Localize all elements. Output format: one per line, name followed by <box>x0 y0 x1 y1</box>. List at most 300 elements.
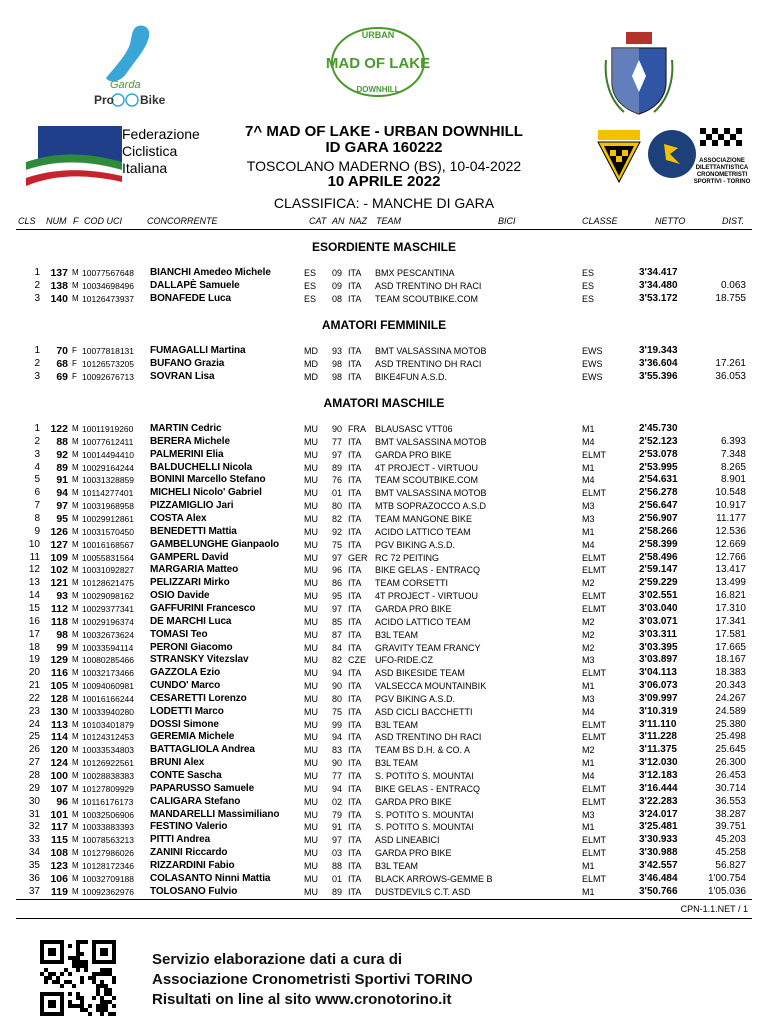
cell-age: 91 <box>332 822 343 833</box>
cell-age: 77 <box>332 436 343 447</box>
cell-team: BMT VALSASSINA MOTOB <box>375 488 487 499</box>
cell-naz: ITA <box>348 706 362 717</box>
cell-team: BMX PESCANTINA <box>375 268 455 278</box>
cell-team: B3L TEAM <box>375 860 419 871</box>
cell-cls: 24 <box>28 718 40 730</box>
qr-code-icon <box>40 940 116 1016</box>
cell-age: 75 <box>332 539 343 550</box>
cell-name: SOVRAN Lisa <box>150 371 215 383</box>
cell-num: 91 <box>56 474 68 487</box>
cell-num: 68 <box>56 358 68 371</box>
cell-netto: 2'56.647 <box>639 500 678 512</box>
cell-uci: 10033594114 <box>82 642 134 653</box>
cell-classe: M1 <box>582 526 595 537</box>
cell-netto: 3'11.375 <box>639 744 677 756</box>
table-row <box>0 860 768 872</box>
cell-cls: 5 <box>34 474 40 486</box>
cell-team: VALSECCA MOUNTAINBIK <box>375 681 487 691</box>
cell-sex: M <box>72 565 79 575</box>
cell-age: 09 <box>332 268 343 278</box>
cell-cls: 35 <box>28 859 40 871</box>
cell-age: 77 <box>332 771 343 781</box>
cell-cat: MU <box>304 655 318 666</box>
cell-netto: 3'36.604 <box>639 358 678 370</box>
cell-netto: 2'59.229 <box>639 577 678 589</box>
table-row <box>0 590 768 602</box>
cell-cls: 34 <box>28 847 40 858</box>
cell-classe: M4 <box>582 706 595 717</box>
cell-team: TEAM MANGONE BIKE <box>375 514 473 524</box>
col-cod-uci: COD UCI <box>84 216 122 226</box>
cell-netto: 2'54.631 <box>639 474 678 486</box>
cell-cls: 19 <box>28 654 40 666</box>
table-row <box>0 539 768 551</box>
cell-cat: MU <box>304 860 318 871</box>
cell-classe: M3 <box>582 693 595 704</box>
cell-classe: M3 <box>582 501 595 512</box>
acs-torino-logo <box>646 124 750 186</box>
cell-cls: 9 <box>34 525 40 537</box>
cell-sex: M <box>72 603 79 613</box>
cell-dist: 26.300 <box>715 757 746 769</box>
cell-naz: ITA <box>348 603 362 614</box>
cell-sex: M <box>72 488 79 498</box>
cell-classe: M3 <box>582 809 595 820</box>
cell-name: GAZZOLA Ezio <box>150 667 221 679</box>
col-classe: CLASSE <box>582 216 618 226</box>
cell-uci: 10092676713 <box>82 372 135 383</box>
cell-classe: M2 <box>582 642 595 653</box>
cell-classe: M1 <box>582 462 595 473</box>
cell-sex: M <box>72 578 79 588</box>
cell-netto: 2'45.730 <box>639 423 678 434</box>
cell-uci: 10029912861 <box>82 514 135 524</box>
cell-naz: ITA <box>348 294 362 305</box>
cell-team: TEAM SCOUTBIKE.COM <box>375 294 479 305</box>
cell-uci: 10128621475 <box>82 578 135 589</box>
cell-dist: 20.343 <box>715 680 746 691</box>
cell-classe: EWS <box>582 346 603 356</box>
cell-naz: ITA <box>348 873 362 884</box>
cell-netto: 3'11.228 <box>639 731 677 743</box>
cell-name: GAFFURINI Francesco <box>150 602 256 614</box>
cell-netto: 3'03.040 <box>639 602 678 614</box>
cell-cls: 30 <box>28 795 40 807</box>
svg-text:Bike: Bike <box>140 93 166 107</box>
cell-cat: MU <box>304 693 318 704</box>
cell-num: 120 <box>50 744 68 757</box>
cell-cls: 2 <box>34 358 40 370</box>
cell-cat: MU <box>304 809 318 820</box>
cell-cat: MU <box>304 565 318 576</box>
table-row <box>0 654 768 666</box>
cell-naz: ITA <box>348 539 362 550</box>
table-row <box>0 500 768 512</box>
cell-classe: M3 <box>582 514 595 524</box>
cell-cat: MD <box>304 346 318 356</box>
cell-age: 92 <box>332 526 343 537</box>
cell-classe: ES <box>582 268 595 278</box>
cell-sex: M <box>72 732 79 742</box>
cell-team: ACIDO LATTICO TEAM <box>375 526 471 537</box>
table-row <box>0 757 768 769</box>
cell-num: 119 <box>51 885 68 898</box>
cell-age: 99 <box>332 719 343 730</box>
cell-name: CUNDO' Marco <box>150 680 221 691</box>
cell-age: 94 <box>332 668 343 679</box>
cell-num: 112 <box>51 602 68 615</box>
cell-name: CESARETTI Lorenzo <box>150 692 247 704</box>
cell-naz: ITA <box>348 783 362 794</box>
cell-age: 97 <box>332 449 343 460</box>
cell-name: BATTAGLIOLA Andrea <box>150 744 255 756</box>
cell-dist: 11.177 <box>716 513 746 524</box>
cell-cat: MU <box>304 462 318 473</box>
cell-cat: MU <box>304 475 318 486</box>
cell-name: BRUNI Alex <box>150 757 205 769</box>
cell-netto: 3'12.183 <box>639 770 678 781</box>
cell-dist: 12.766 <box>715 551 746 563</box>
cell-cat: MU <box>304 758 318 769</box>
table-row <box>0 436 768 448</box>
cell-uci: 10078563213 <box>82 835 135 846</box>
category-title: AMATORI FEMMINILE <box>321 318 447 332</box>
cell-dist: 12.669 <box>715 538 746 550</box>
cell-dist: 24.267 <box>715 692 746 704</box>
cell-num: 130 <box>50 705 68 718</box>
cell-sex: M <box>72 719 79 729</box>
cell-uci: 10032173466 <box>82 668 135 679</box>
cell-team: MTB SOPRAZOCCO A.S.D <box>375 501 487 512</box>
cell-dist: 56.827 <box>715 859 746 871</box>
cell-uci: 10033883393 <box>82 822 135 833</box>
cell-cat: MU <box>304 835 318 846</box>
cell-team: PGV BIKING A.S.D. <box>375 539 456 550</box>
cell-age: 89 <box>332 886 343 897</box>
cell-uci: 10126922561 <box>82 758 135 769</box>
cell-sex: M <box>72 552 79 562</box>
cell-sex: M <box>72 745 79 755</box>
cell-cls: 8 <box>34 513 40 524</box>
cell-num: 100 <box>50 770 68 782</box>
cell-dist: 17.341 <box>715 615 746 627</box>
cell-cls: 36 <box>28 872 40 884</box>
cell-dist: 7.348 <box>720 448 746 460</box>
cell-classe: M1 <box>582 424 595 434</box>
cell-team: S. POTITO S. MOUNTAI <box>375 771 474 781</box>
cell-team: BIKE4FUN A.S.D. <box>375 372 448 383</box>
cell-uci: 10032709188 <box>82 873 135 884</box>
cell-cat: MU <box>304 501 318 512</box>
cell-netto: 2'53.995 <box>639 461 678 473</box>
fci-name: Federazione Ciclistica Italiana <box>122 126 200 176</box>
cell-age: 01 <box>332 488 343 499</box>
cell-name: GAMPERL David <box>150 551 229 563</box>
cell-naz: ITA <box>348 281 362 292</box>
table-row <box>0 783 768 795</box>
cell-num: 89 <box>56 461 68 474</box>
cell-age: 82 <box>332 514 343 524</box>
cell-naz: FRA <box>348 424 366 434</box>
cell-naz: ITA <box>348 822 362 833</box>
cell-uci: 10029377341 <box>82 603 135 614</box>
cell-uci: 10127986026 <box>82 848 135 858</box>
cell-cat: MU <box>304 873 318 884</box>
cell-sex: M <box>72 693 79 703</box>
cell-uci: 10016168567 <box>82 539 135 550</box>
cell-num: 138 <box>50 280 68 293</box>
cell-name: RIZZARDINI Fabio <box>150 859 235 871</box>
cell-dist: 6.393 <box>720 435 746 447</box>
table-row <box>0 821 768 833</box>
cell-sex: M <box>72 281 79 291</box>
header-divider <box>16 229 752 230</box>
cell-naz: ITA <box>348 449 362 460</box>
cell-age: 95 <box>332 591 343 601</box>
classifica-label: CLASSIFICA: - MANCHE DI GARA <box>273 195 495 211</box>
cell-cat: MU <box>304 681 318 691</box>
cell-name: CALIGARA Stefano <box>150 795 241 807</box>
cell-dist: 13.417 <box>715 564 746 576</box>
cell-sex: M <box>72 514 79 523</box>
cell-sex: M <box>72 706 79 716</box>
cell-naz: ITA <box>348 668 362 679</box>
cell-naz: ITA <box>348 268 362 278</box>
table-row <box>0 847 768 859</box>
cell-uci: 10031328859 <box>82 475 135 486</box>
cell-naz: ITA <box>348 835 362 846</box>
cell-num: 108 <box>50 847 68 859</box>
cell-dist: 30.714 <box>715 782 746 794</box>
race-place: TOSCOLANO MADERNO (BS), 10-04-2022 <box>246 158 522 174</box>
cell-naz: ITA <box>348 771 362 781</box>
cell-cat: MU <box>304 488 318 499</box>
cell-cls: 7 <box>34 500 40 512</box>
cell-sex: M <box>72 848 79 857</box>
cell-team: ASD CICLI BACCHETTI <box>375 706 473 717</box>
cell-netto: 3'46.484 <box>639 872 678 884</box>
cell-name: GAMBELUNGHE Gianpaolo <box>150 538 280 550</box>
cell-classe: ELMT <box>582 848 607 858</box>
cell-age: 98 <box>332 359 343 370</box>
svg-text:Pro: Pro <box>94 93 115 107</box>
cell-cat: MU <box>304 719 318 730</box>
table-row <box>0 577 768 589</box>
cell-dist: 36.553 <box>715 795 746 807</box>
cell-uci: 10031968958 <box>82 501 135 512</box>
cell-age: 84 <box>332 642 343 653</box>
table-row <box>0 680 768 692</box>
cell-age: 03 <box>332 848 343 858</box>
cell-netto: 3'03.311 <box>639 628 677 640</box>
cell-cls: 28 <box>28 770 40 781</box>
cell-num: 94 <box>56 487 68 500</box>
cell-netto: 3'22.283 <box>639 795 678 807</box>
service-credits <box>152 950 473 1010</box>
col-cat: CAT <box>309 216 327 226</box>
cell-age: 96 <box>332 565 343 576</box>
cell-netto: 3'53.172 <box>639 293 678 305</box>
table-row <box>0 487 768 499</box>
cell-age: 94 <box>332 732 343 743</box>
cell-team: B3L TEAM <box>375 719 419 730</box>
cell-num: 126 <box>50 525 68 538</box>
cell-netto: 3'24.017 <box>639 808 678 820</box>
cell-naz: ITA <box>348 514 362 524</box>
cell-netto: 3'16.444 <box>639 782 678 794</box>
cell-classe: M1 <box>582 860 595 871</box>
cell-num: 70 <box>56 345 68 357</box>
cell-classe: ELMT <box>582 488 607 499</box>
cell-naz: ITA <box>348 732 362 743</box>
cell-uci: 10128172346 <box>82 860 135 871</box>
cell-cat: MU <box>304 796 318 807</box>
cell-cls: 3 <box>34 448 40 460</box>
cell-cat: MU <box>304 526 318 537</box>
cell-uci: 10077612411 <box>82 436 134 447</box>
cell-dist: 25.380 <box>715 718 746 730</box>
cell-age: 87 <box>332 629 343 640</box>
cell-sex: M <box>72 873 79 883</box>
category-title: ESORDIENTE MASCHILE <box>311 240 456 254</box>
cell-num: 109 <box>50 551 68 564</box>
cell-team: BMT VALSASSINA MOTOB <box>375 346 487 356</box>
cell-dist: 38.287 <box>715 808 746 820</box>
cell-cls: 31 <box>28 808 40 820</box>
cell-cls: 1 <box>34 423 40 434</box>
cell-naz: ITA <box>348 578 362 589</box>
cell-cat: MU <box>304 436 318 447</box>
cell-team: ASD LINEABICI <box>375 835 440 846</box>
cell-team: ASD TRENTINO DH RACI <box>375 281 482 292</box>
cell-num: 102 <box>50 564 68 577</box>
cell-dist: 13.499 <box>715 577 746 589</box>
cell-age: 85 <box>332 616 343 627</box>
column-headers <box>0 216 768 230</box>
cell-cls: 27 <box>28 757 40 769</box>
cell-classe: ELMT <box>582 796 607 807</box>
cell-classe: EWS <box>582 359 603 370</box>
cell-naz: ITA <box>348 591 362 601</box>
table-row <box>0 462 768 474</box>
cell-cat: MU <box>304 706 318 717</box>
col-dist: DIST. <box>722 216 745 226</box>
cell-num: 88 <box>56 435 68 448</box>
cell-cat: MU <box>304 552 318 563</box>
cell-team: 4T PROJECT - VIRTUOU <box>375 462 479 473</box>
cell-age: 08 <box>332 294 343 305</box>
cell-cat: MU <box>304 732 318 743</box>
cell-sex: M <box>72 449 79 459</box>
cell-cat: MU <box>304 603 318 614</box>
cell-name: PELIZZARI Mirko <box>150 577 230 589</box>
cell-sex: M <box>72 629 79 639</box>
cell-num: 129 <box>50 654 68 667</box>
cell-name: DE MARCHI Luca <box>150 615 232 627</box>
cell-netto: 3'34.480 <box>639 280 678 292</box>
cell-team: B3L TEAM <box>375 758 419 769</box>
cell-cls: 11 <box>29 551 40 563</box>
cell-team: GARDA PRO BIKE <box>375 848 452 858</box>
cell-dist: 18.755 <box>715 293 746 305</box>
svg-text:DILETTANTISTICA: DILETTANTISTICA <box>695 165 749 171</box>
cell-team: ACIDO LATTICO TEAM <box>375 616 471 627</box>
cell-netto: 3'09.997 <box>639 692 678 704</box>
table-row <box>0 603 768 615</box>
cell-sex: M <box>72 642 79 652</box>
cell-cls: 32 <box>28 821 40 833</box>
table-row <box>0 873 768 885</box>
cell-classe: ELMT <box>582 668 607 679</box>
svg-text:SPORTIVI - TORINO: SPORTIVI - TORINO <box>693 179 750 185</box>
cell-sex: M <box>72 655 79 665</box>
cell-naz: ITA <box>348 758 362 769</box>
col-concorrente: CONCORRENTE <box>147 216 218 226</box>
cell-uci: 10114277401 <box>82 488 134 499</box>
cell-cat: MD <box>304 372 318 383</box>
cell-name: DOSSI Simone <box>150 718 219 730</box>
cell-team: BIKE GELAS - ENTRACQ <box>375 565 481 576</box>
cell-dist: 25.645 <box>715 744 746 756</box>
cell-cls: 29 <box>28 782 40 794</box>
cell-num: 69 <box>56 371 68 384</box>
cell-name: MARTIN Cedric <box>150 423 222 434</box>
cell-cls: 1 <box>34 267 40 278</box>
cell-naz: ITA <box>348 488 362 499</box>
cell-classe: M1 <box>582 822 595 833</box>
cell-sex: M <box>72 424 79 433</box>
cell-uci: 10033534803 <box>82 745 135 756</box>
cell-age: 90 <box>332 758 343 769</box>
cell-age: 76 <box>332 475 343 486</box>
cell-cls: 16 <box>28 615 40 627</box>
cell-dist: 17.581 <box>715 628 746 640</box>
cell-netto: 2'53.078 <box>639 448 678 460</box>
cell-num: 140 <box>50 293 68 306</box>
cell-netto: 3'34.417 <box>639 267 678 278</box>
service-line-3: Risultati on line al sito www.cronotorino.it <box>152 991 452 1008</box>
cell-num: 93 <box>56 590 68 602</box>
cell-team: ASD TRENTINO DH RACI <box>375 732 482 743</box>
service-line-1: Servizio elaborazione dati a cura di <box>152 951 403 968</box>
svg-text:CRONOMETRISTI: CRONOMETRISTI <box>696 172 748 178</box>
cell-uci: 10080285466 <box>82 655 135 666</box>
cell-cat: MU <box>304 449 318 460</box>
table-row <box>0 706 768 718</box>
col-an: AN <box>332 216 345 226</box>
cell-team: GARDA PRO BIKE <box>375 796 452 807</box>
cell-uci: 10055831564 <box>82 552 135 563</box>
cell-num: 124 <box>50 757 68 770</box>
cell-num: 101 <box>50 808 68 821</box>
cell-dist: 1'05.036 <box>707 885 746 897</box>
cell-classe: M1 <box>582 886 595 897</box>
cell-dist: 24.589 <box>715 705 746 717</box>
cell-name: LODETTI Marco <box>150 705 224 717</box>
cell-sex: M <box>72 860 79 870</box>
cell-cat: MU <box>304 886 318 897</box>
cell-name: TOLOSANO Fulvio <box>150 885 238 897</box>
checkered-shield-logo <box>596 128 642 184</box>
col-bici: BICI <box>498 216 516 226</box>
cell-naz: ITA <box>348 436 362 447</box>
cell-uci: 10127809929 <box>82 783 135 794</box>
cell-netto: 3'03.071 <box>639 615 678 627</box>
table-row <box>0 693 768 705</box>
cell-naz: ITA <box>348 475 362 486</box>
cell-classe: M1 <box>582 758 595 769</box>
cell-classe: M2 <box>582 629 595 640</box>
